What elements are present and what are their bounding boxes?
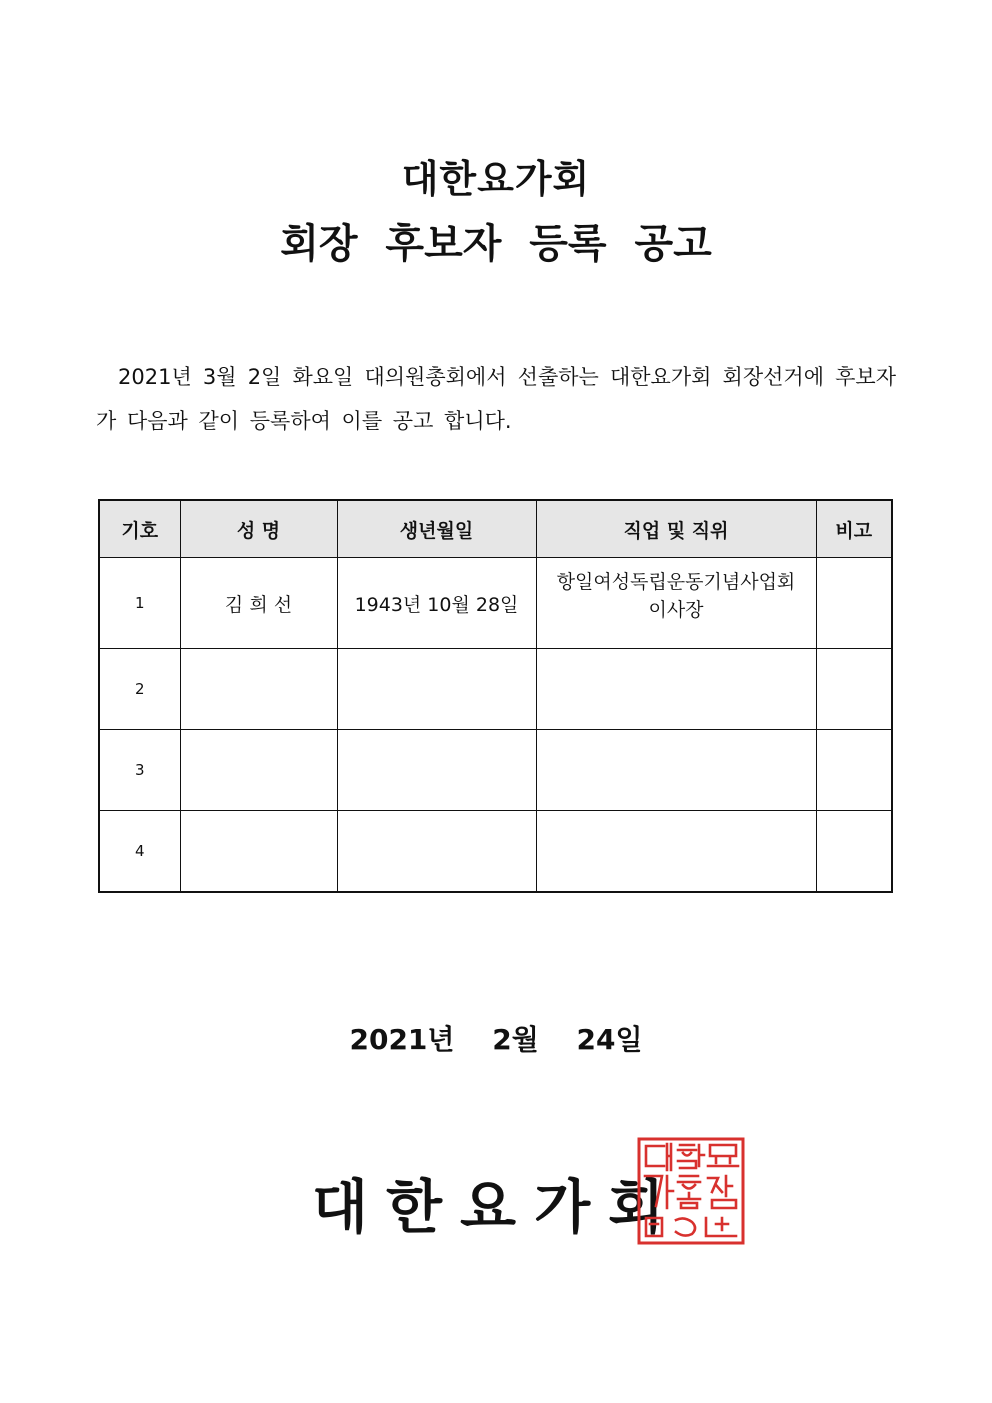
cell-occupation bbox=[536, 730, 816, 811]
cell-occupation bbox=[536, 649, 816, 730]
header-birthdate: 생년월일 bbox=[337, 500, 536, 558]
table-row bbox=[99, 811, 892, 893]
table-header-row bbox=[99, 500, 892, 558]
cell-name bbox=[180, 730, 337, 811]
cell-number: 1 bbox=[99, 558, 180, 649]
table-row bbox=[99, 730, 892, 811]
table-row bbox=[99, 558, 892, 649]
candidate-table bbox=[98, 499, 893, 893]
cell-remarks bbox=[816, 811, 892, 893]
official-seal-icon bbox=[636, 1136, 746, 1246]
cell-birthdate bbox=[337, 730, 536, 811]
header-number: 기호 bbox=[99, 500, 180, 558]
cell-occupation bbox=[536, 558, 816, 649]
cell-birthdate bbox=[337, 811, 536, 893]
document-title-org: 대한요가회 bbox=[401, 157, 591, 201]
cell-remarks bbox=[816, 558, 892, 649]
cell-occupation bbox=[536, 811, 816, 893]
header-occupation: 직업 및 직위 bbox=[536, 500, 816, 558]
cell-number: 4 bbox=[99, 811, 180, 893]
header-name: 성 명 bbox=[180, 500, 337, 558]
cell-name bbox=[180, 811, 337, 893]
cell-number: 2 bbox=[99, 649, 180, 730]
cell-number: 3 bbox=[99, 730, 180, 811]
table-row bbox=[99, 649, 892, 730]
position-line: 이사장 bbox=[648, 599, 704, 621]
notice-paragraph: 2021년 3월 2일 화요일 대의원총회에서 선출하는 대한요가회 회장선거에 후보자가 다음과 같이 등록하여 이를 공고 합니다. bbox=[96, 365, 896, 433]
cell-name: 김 희 선 bbox=[180, 558, 337, 649]
document-title-notice: 회장 후보자 등록 공고 bbox=[280, 221, 712, 267]
cell-name bbox=[180, 649, 337, 730]
cell-birthdate: 1943년 10월 28일 bbox=[337, 558, 536, 649]
issuing-organization: 대한요가회 bbox=[312, 1173, 683, 1241]
occupation-line: 항일여성독립운동기념사업회 bbox=[556, 571, 796, 593]
notice-date: 2021년 2월 24일 bbox=[349, 1023, 643, 1056]
header-remarks: 비고 bbox=[816, 500, 892, 558]
cell-birthdate bbox=[337, 649, 536, 730]
cell-remarks bbox=[816, 649, 892, 730]
cell-remarks bbox=[816, 730, 892, 811]
